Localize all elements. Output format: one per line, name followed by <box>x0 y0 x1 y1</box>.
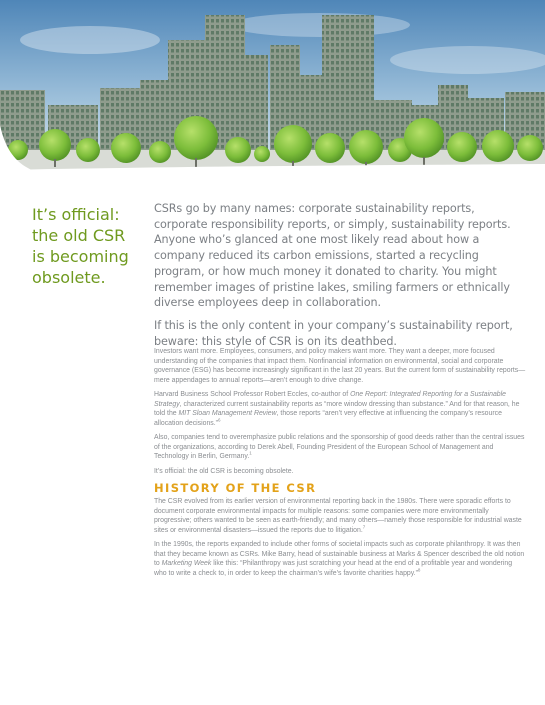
lede-section <box>154 201 519 356</box>
pull-quote: It’s official: the old CSR is becoming obsolete. <box>32 205 129 287</box>
section-heading: HISTORY OF THE CSR <box>154 481 317 495</box>
lede-paragraph: CSRs go by many names: corporate sustainability reports, corporate responsibility reports, or simply, sustainability reports. Anyone who’s glanced at one most likely read about how a company reduced its carbon emissions, started a recycling program, or how much money it donated to charity. You might remember images of pristine lakes, smiling farmers or ethnically diverse employees deep in collaboration. <box>154 202 511 310</box>
body-paragraph: Also, companies tend to overemphasize public relations and the sponsorship of good deeds rather than the central issues of the organizations, according to Derek Abell, Founding President of the European School of Management and Technology in Berlin, Germany.$^1$ <box>154 434 525 460</box>
body-paragraph: It’s official: the old CSR is becoming obsolete. <box>154 467 294 475</box>
body-paragraph: Harvard Business School Professor Robert Eccles, co-author of One Report: Integrated Reporting for a Sustainable Strategy, characterized current sustainability reports as “more window dressing than substance.” And for that reason, he told the MIT Sloan Management Review, those reports “aren’t very effective at influencing the company’s resource allocation decisions.”$^6$ <box>154 391 520 427</box>
hero-image <box>0 0 545 178</box>
body-paragraph: Investors want more. Employees, consumers, and policy makers want more. They want a deeper, more focused understanding of the companies that impact them. Nonfinancial information on environmental, social and corporate governance (ESG) has become increasingly significant in the last 20 years. But the current form of sustainability reports—mere appendages to annual reports—aren’t enough to drive change. <box>154 348 526 384</box>
lede-paragraph: If this is the only content in your company’s sustainability report, beware: this style of CSR is on its deathbed. <box>154 318 513 348</box>
body-paragraph: The CSR evolved from its earlier version of environmental reporting back in the 1980s. There were sporadic efforts to document corporate environmental impacts for multiple reasons: some companies were more environmentally progressive; others wanted to be seen as earth-friendly; and many others—namely those responsible for industrial waste sites or environmental disasters—issued the reports due to litigation.$^7$ <box>154 498 522 534</box>
body-text <box>154 347 526 583</box>
body-paragraph: In the 1990s, the reports expanded to include other forms of societal impacts such as corporate philanthropy. It was then that they became known as CSRs. Mike Barry, head of sustainable business at Marks & Spencer described the old notion to Marketing Week like this: “Philanthropy was just scratching your head at the end of a profitable year and wondering who to write a check to, in order to keep the chairman’s wife’s favorite charities happy.”$^8$ <box>154 541 525 577</box>
